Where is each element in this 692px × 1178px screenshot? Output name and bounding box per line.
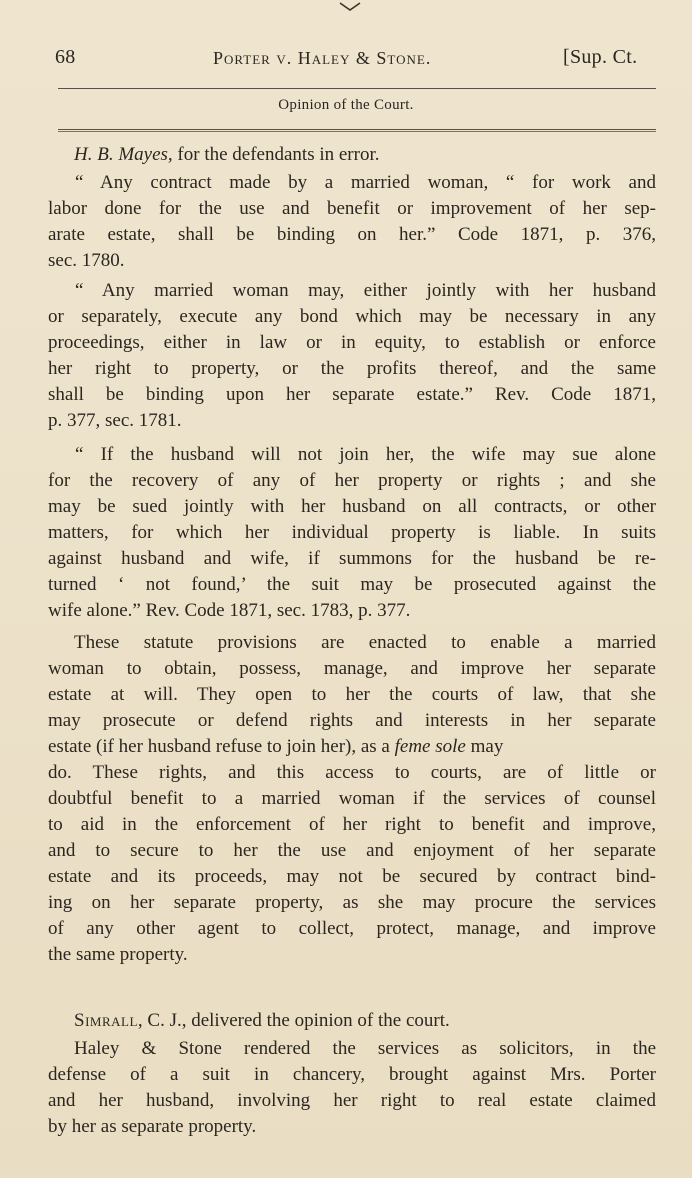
running-head	[0, 44, 692, 78]
counsel-name: H. B. Mayes,	[74, 144, 173, 165]
text-line-36: by her as separate property.	[48, 1116, 257, 1137]
text-line-2: “ Any contract made by a married woman, “ for work and	[75, 172, 656, 193]
counsel-role: for the defendants in error.	[172, 144, 380, 165]
text-line-30: of any other agent to collect, protect, manage, and improve	[48, 918, 656, 939]
header-rule-bottom-thin	[58, 131, 656, 132]
text-line-31: the same property.	[48, 944, 188, 965]
text-line-3: labor done for the use and benefit or improvement of her sep-	[48, 198, 656, 219]
page-edge-mark	[338, 0, 362, 14]
judge-name: Simrall	[74, 1010, 138, 1031]
text-line-24: do. These rights, and this access to courts, are of little or	[48, 762, 656, 783]
text-line-16: against husband and wife, if summons for the husband be re-	[48, 548, 656, 569]
text-line-25: doubtful benefit to a married woman if the services of counsel	[48, 788, 656, 809]
feme-post: may	[465, 736, 504, 757]
text-line-15: matters, for which her individual property is liable. In suits	[48, 522, 656, 543]
text-line-26: to aid in the enforcement of her right to benefit and improve,	[48, 814, 656, 835]
text-line-35: and her husband, involving her right to real estate claimed	[48, 1090, 656, 1111]
judge-rest: , C. J., delivered the opinion of the court.	[137, 1010, 450, 1031]
text-line-12: “ If the husband will not join her, the wife may sue alone	[75, 444, 656, 465]
text-line-4: arate estate, shall be binding on her.” Code 1871, p. 376,	[48, 224, 656, 245]
header-rule-top	[58, 88, 656, 89]
text-line-9: her right to property, or the profits thereof, and the same	[48, 358, 656, 379]
text-line-14: may be sued jointly with her husband on all contracts, or other	[48, 496, 656, 517]
case-title: Porter v. Haley & Stone.	[213, 48, 432, 68]
feme-sole-term: feme sole	[394, 736, 466, 757]
text-line-7: or separately, execute any bond which may be necessary in any	[48, 306, 656, 327]
text-line-1	[74, 142, 379, 168]
court-reference: [Sup. Ct.	[563, 46, 638, 68]
text-line-10: shall be binding upon her separate estate.” Rev. Code 1871,	[48, 384, 656, 405]
text-line-29: ing on her separate property, as she may procure the services	[48, 892, 656, 913]
text-line-13: for the recovery of any of her property or rights ; and she	[48, 470, 656, 491]
text-line-22: may prosecute or defend rights and interests in her separate	[48, 710, 656, 731]
text-line-19: These statute provisions are enacted to enable a married	[74, 632, 656, 653]
text-line-11: p. 377, sec. 1781.	[48, 410, 182, 431]
text-line-28: estate and its proceeds, may not be secured by contract bind-	[48, 866, 656, 887]
text-line-21: estate at will. They open to her the courts of law, that she	[48, 684, 656, 705]
text-line-5: sec. 1780.	[48, 250, 125, 271]
text-line-32	[74, 1008, 450, 1034]
text-line-33: Haley & Stone rendered the services as solicitors, in the	[74, 1038, 656, 1059]
text-line-23	[48, 734, 656, 760]
section-heading: Opinion of the Court.	[278, 97, 414, 113]
text-line-18: wife alone.” Rev. Code 1871, sec. 1783, p. 377.	[48, 600, 411, 621]
feme-pre: estate (if her husband refuse to join her), as a	[48, 736, 395, 757]
page-number: 68	[55, 46, 76, 68]
text-line-20: woman to obtain, possess, manage, and improve her separate	[48, 658, 656, 679]
text-line-8: proceedings, either in law or in equity, to establish or enforce	[48, 332, 656, 353]
text-line-17: turned ‘ not found,’ the suit may be prosecuted against the	[48, 574, 656, 595]
text-line-34: defense of a suit in chancery, brought against Mrs. Porter	[48, 1064, 656, 1085]
header-rule-bottom	[58, 129, 656, 130]
text-line-6: “ Any married woman may, either jointly with her husband	[75, 280, 656, 301]
text-line-27: and to secure to her the use and enjoyment of her separate	[48, 840, 656, 861]
